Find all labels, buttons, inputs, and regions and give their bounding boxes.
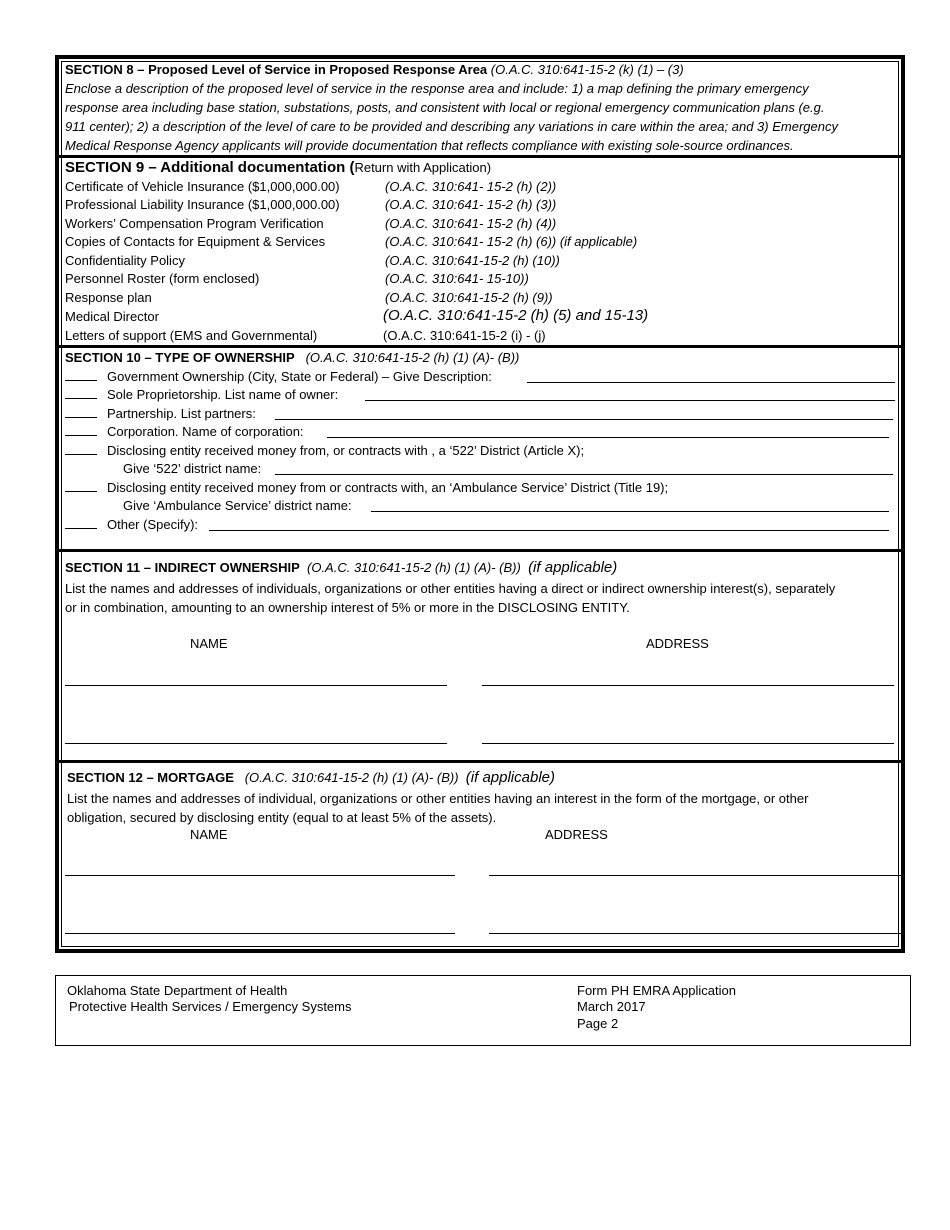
- mortgage-holder-name-line[interactable]: [65, 933, 455, 934]
- section9-item-ref: (O.A.C. 310:641- 15-2 (h) (6)) (if applicable): [385, 234, 638, 249]
- section12-line1: List the names and addresses of individual, organizations or other entities having an interest in the form of the mortgage, or other: [67, 791, 809, 806]
- section8-line4: Medical Response Agency applicants will provide documentation that reflects compliance with existing sole-source ordinances.: [65, 138, 794, 153]
- section12-address-label: ADDRESS: [545, 827, 608, 842]
- footer-form-name: Form PH EMRA Application: [577, 983, 736, 998]
- section8-ref: (O.A.C. 310:641-15-2 (k) (1) – (3): [490, 62, 684, 77]
- form-frame: [55, 55, 905, 953]
- section8-line2: response area including base station, substations, posts, and consistent with local or regional emergency communication plans (e.g.: [65, 100, 825, 115]
- ambulance-district-name-field[interactable]: [371, 499, 889, 512]
- section11-address-label: ADDRESS: [646, 636, 709, 651]
- section11-title: SECTION 11 – INDIRECT OWNERSHIP: [65, 560, 300, 575]
- indirect-owner-name-line[interactable]: [65, 743, 447, 744]
- section9-item-ref: (O.A.C. 310:641-15-2 (h) (9)): [385, 290, 553, 305]
- section9-item-label: Confidentiality Policy: [65, 253, 185, 268]
- ambulance-district-label: Give ‘Ambulance Service’ district name:: [123, 498, 352, 513]
- ownership-option-ambulance-district[interactable]: [65, 479, 668, 496]
- option-blank[interactable]: [65, 423, 97, 436]
- section12-title: SECTION 12 – MORTGAGE: [67, 770, 234, 785]
- option-blank[interactable]: [65, 368, 97, 381]
- page-footer: [55, 975, 911, 1046]
- option-blank[interactable]: [65, 386, 97, 399]
- mortgage-holder-address-line[interactable]: [489, 933, 901, 934]
- indirect-owner-address-line[interactable]: [482, 743, 894, 744]
- section8-line1: Enclose a description of the proposed level of service in the response area and include: 1) a map defining the primary emergency: [65, 81, 809, 96]
- section12-header: [67, 769, 555, 786]
- option-blank[interactable]: [65, 405, 97, 418]
- ownership-option-sole-proprietorship[interactable]: [65, 386, 338, 403]
- footer-page-number: Page 2: [577, 1016, 619, 1031]
- section11-header: [65, 559, 617, 576]
- option-label: Sole Proprietorship. List name of owner:: [107, 387, 339, 402]
- section9-header: [65, 159, 491, 176]
- section9-item-ref: (O.A.C. 310:641- 15-10)): [385, 271, 529, 286]
- section9-item-label: Letters of support (EMS and Governmental): [65, 328, 318, 343]
- section9-item-ref: (O.A.C. 310:641- 15-2 (h) (4)): [385, 216, 557, 231]
- section9-item-ref: (O.A.C. 310:641-15-2 (i) - (j): [383, 328, 546, 343]
- owner-name-field[interactable]: [365, 388, 895, 401]
- section8-line3: 911 center); 2) a description of the level of care to be provided and describing any variations in care within the area; and 3) Emergency: [65, 119, 838, 134]
- section11-name-label: NAME: [190, 636, 228, 651]
- section9-item-label: Response plan: [65, 290, 152, 305]
- ownership-option-corporation[interactable]: [65, 423, 304, 440]
- mortgage-holder-address-line[interactable]: [489, 875, 901, 876]
- section9-item-ref: (O.A.C. 310:641- 15-2 (h) (2)): [385, 179, 557, 194]
- footer-org-name: Oklahoma State Department of Health: [67, 983, 288, 998]
- ownership-option-government[interactable]: [65, 368, 492, 385]
- section-divider: [59, 345, 901, 348]
- section9-item-ref: (O.A.C. 310:641-15-2 (h) (5) and 15-13): [383, 307, 649, 324]
- section10-header: [65, 349, 519, 366]
- district-522-label: Give ‘522’ district name:: [123, 461, 262, 476]
- section12-ref: (O.A.C. 310:641-15-2 (h) (1) (A)- (B)): [244, 770, 459, 785]
- section8-title: SECTION 8 – Proposed Level of Service in Proposed Response Area: [65, 62, 488, 77]
- section10-ref: (O.A.C. 310:641-15-2 (h) (1) (A)- (B)): [305, 350, 520, 365]
- section9-item-ref: (O.A.C. 310:641- 15-2 (h) (3)): [385, 197, 557, 212]
- option-label: Government Ownership (City, State or Federal) – Give Description:: [107, 369, 492, 384]
- mortgage-holder-name-line[interactable]: [65, 875, 455, 876]
- section-divider: [59, 549, 901, 552]
- section12-applicable: (if applicable): [465, 769, 555, 786]
- section9-item-label: Certificate of Vehicle Insurance ($1,000,000.00): [65, 179, 340, 194]
- section9-item-label: Professional Liability Insurance ($1,000,000.00): [65, 197, 340, 212]
- section12-line2: obligation, secured by disclosing entity (equal to at least 5% of the assets).: [67, 810, 497, 825]
- option-blank[interactable]: [65, 516, 97, 529]
- section9-item-ref: (O.A.C. 310:641-15-2 (h) (10)): [385, 253, 560, 268]
- section8-header: [65, 61, 684, 78]
- option-label: Partnership. List partners:: [107, 406, 256, 421]
- option-blank[interactable]: [65, 442, 97, 455]
- section9-subtitle: Return with Application): [354, 160, 492, 175]
- government-description-field[interactable]: [527, 370, 895, 383]
- option-label: Corporation. Name of corporation:: [107, 424, 304, 439]
- indirect-owner-name-line[interactable]: [65, 685, 447, 686]
- section9-item-label: Workers’ Compensation Program Verification: [65, 216, 324, 231]
- section11-line1: List the names and addresses of individuals, organizations or other entities having a direct or indirect ownership interest(s), separately: [65, 581, 836, 596]
- section9-item-label: Copies of Contacts for Equipment & Services: [65, 234, 326, 249]
- section-divider: [59, 760, 901, 763]
- section11-ref: (O.A.C. 310:641-15-2 (h) (1) (A)- (B)): [307, 560, 521, 575]
- section12-name-label: NAME: [190, 827, 228, 842]
- section11-line2: or in combination, amounting to an ownership interest of 5% or more in the DISCLOSING ENTITY.: [65, 600, 630, 615]
- corporation-name-field[interactable]: [327, 425, 889, 438]
- option-label: Other (Specify):: [107, 517, 199, 532]
- partners-field[interactable]: [275, 407, 893, 420]
- section-divider: [59, 155, 901, 158]
- section9-title: SECTION 9 – Additional documentation (: [65, 159, 355, 176]
- option-label: Disclosing entity received money from, or contracts with , a ‘522’ District (Article X);: [107, 443, 585, 458]
- footer-form-date: March 2017: [577, 999, 646, 1014]
- section9-item-label: Personnel Roster (form enclosed): [65, 271, 260, 286]
- section11-applicable: (if applicable): [528, 559, 618, 576]
- option-blank[interactable]: [65, 479, 97, 492]
- district-522-name-field[interactable]: [275, 462, 893, 475]
- option-label: Disclosing entity received money from or contracts with, an ‘Ambulance Service’ District (Title 19);: [107, 480, 669, 495]
- other-specify-field[interactable]: [209, 518, 889, 531]
- section10-title: SECTION 10 – TYPE OF OWNERSHIP: [65, 350, 295, 365]
- ownership-option-522-district[interactable]: [65, 442, 584, 459]
- indirect-owner-address-line[interactable]: [482, 685, 894, 686]
- ownership-option-partnership[interactable]: [65, 405, 256, 422]
- footer-org-division: Protective Health Services / Emergency Systems: [69, 999, 352, 1014]
- section9-item-label: Medical Director: [65, 309, 159, 324]
- ownership-option-other[interactable]: [65, 516, 198, 533]
